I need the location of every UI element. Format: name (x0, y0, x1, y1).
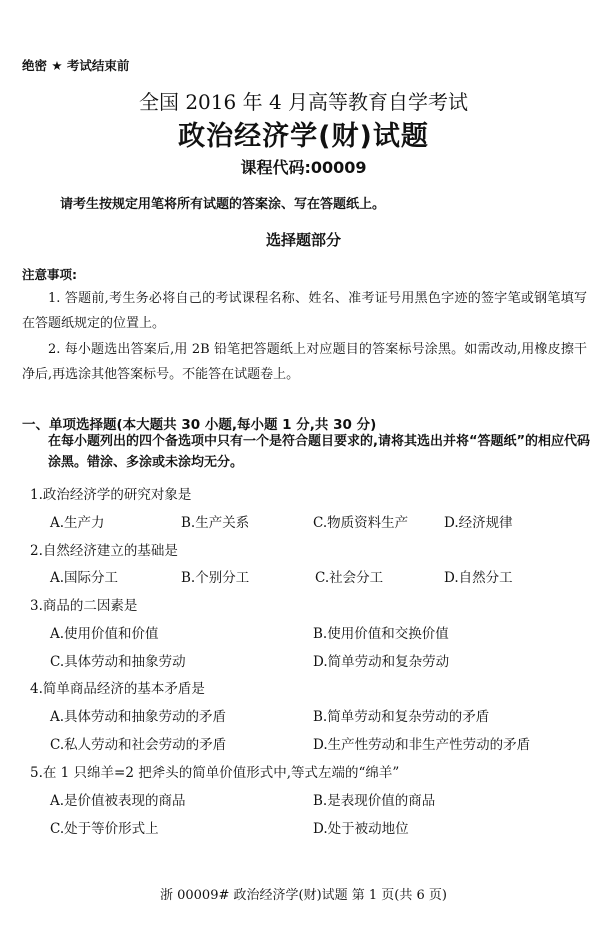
question-option: B.简单劳动和复杂劳动的矛盾 (313, 709, 490, 725)
question-option: D.自然分工 (444, 570, 513, 586)
question-option: B.使用价值和交换价值 (313, 626, 449, 642)
question-stem: 1.政治经济学的研究对象是 (30, 487, 192, 503)
question-option: D.生产性劳动和非生产性劳动的矛盾 (313, 737, 531, 753)
page-footer: 浙 00009# 政治经济学(财)试题 第 1 页(共 6 页) (159, 888, 447, 903)
part-title: 一、单项选择题(本大题共 30 小题,每小题 1 分,共 30 分) (22, 417, 377, 433)
question-option: C.具体劳动和抽象劳动 (50, 654, 186, 670)
question-stem: 5.在 1 只绵羊=2 把斧头的简单价值形式中,等式左端的“绵羊” (30, 765, 400, 781)
question-option: B.个别分工 (181, 570, 250, 586)
subject-title: 政治经济学(财)试题 (178, 121, 429, 152)
answer-instruction: 请考生按规定用笔将所有试题的答案涂、写在答题纸上。 (60, 197, 386, 212)
question-option: B.是表现价值的商品 (313, 793, 436, 809)
question-option: A.生产力 (50, 515, 105, 531)
section-heading: 选择题部分 (265, 231, 341, 249)
question-stem: 2.自然经济建立的基础是 (30, 543, 178, 559)
question-stem: 4.简单商品经济的基本矛盾是 (30, 681, 205, 697)
question-option: C.物质资料生产 (313, 515, 409, 531)
course-code: 课程代码:00009 (240, 158, 367, 177)
question-option: D.简单劳动和复杂劳动 (313, 654, 450, 670)
question-option: A.是价值被表现的商品 (50, 793, 186, 809)
question-option: C.处于等价形式上 (50, 821, 159, 837)
notes-title: 注意事项: (22, 267, 77, 282)
question-option: A.国际分工 (50, 570, 119, 586)
question-option: D.经济规律 (444, 515, 513, 531)
question-option: D.处于被动地位 (313, 821, 409, 837)
question-option: C.社会分工 (315, 570, 384, 586)
exam-title: 全国 2016 年 4 月高等教育自学考试 (138, 90, 469, 114)
question-option: A.具体劳动和抽象劳动的矛盾 (50, 709, 227, 725)
question-option: A.使用价值和价值 (50, 626, 159, 642)
note-item: 1. 答题前,考生务必将自己的考试课程名称、姓名、准考证号用黑色字迹的签字笔或钢笔填写在答题纸规定的位置上。 (22, 291, 587, 331)
question-option: B.生产关系 (181, 515, 250, 531)
secret-mark: 绝密 ★ 考试结束前 (22, 58, 130, 73)
part-description: 在每小题列出的四个备选项中只有一个是符合题目要求的,请将其选出并将“答题纸”的相应代码涂黑。错涂、多涂或未涂均无分。 (48, 434, 591, 470)
question-option: C.私人劳动和社会劳动的矛盾 (50, 737, 227, 753)
question-stem: 3.商品的二因素是 (30, 598, 138, 614)
note-item: 2. 每小题选出答案后,用 2B 铅笔把答题纸上对应题目的答案标号涂黑。如需改动,用橡皮擦干净后,再选涂其他答案标号。不能答在试题卷上。 (22, 342, 587, 382)
